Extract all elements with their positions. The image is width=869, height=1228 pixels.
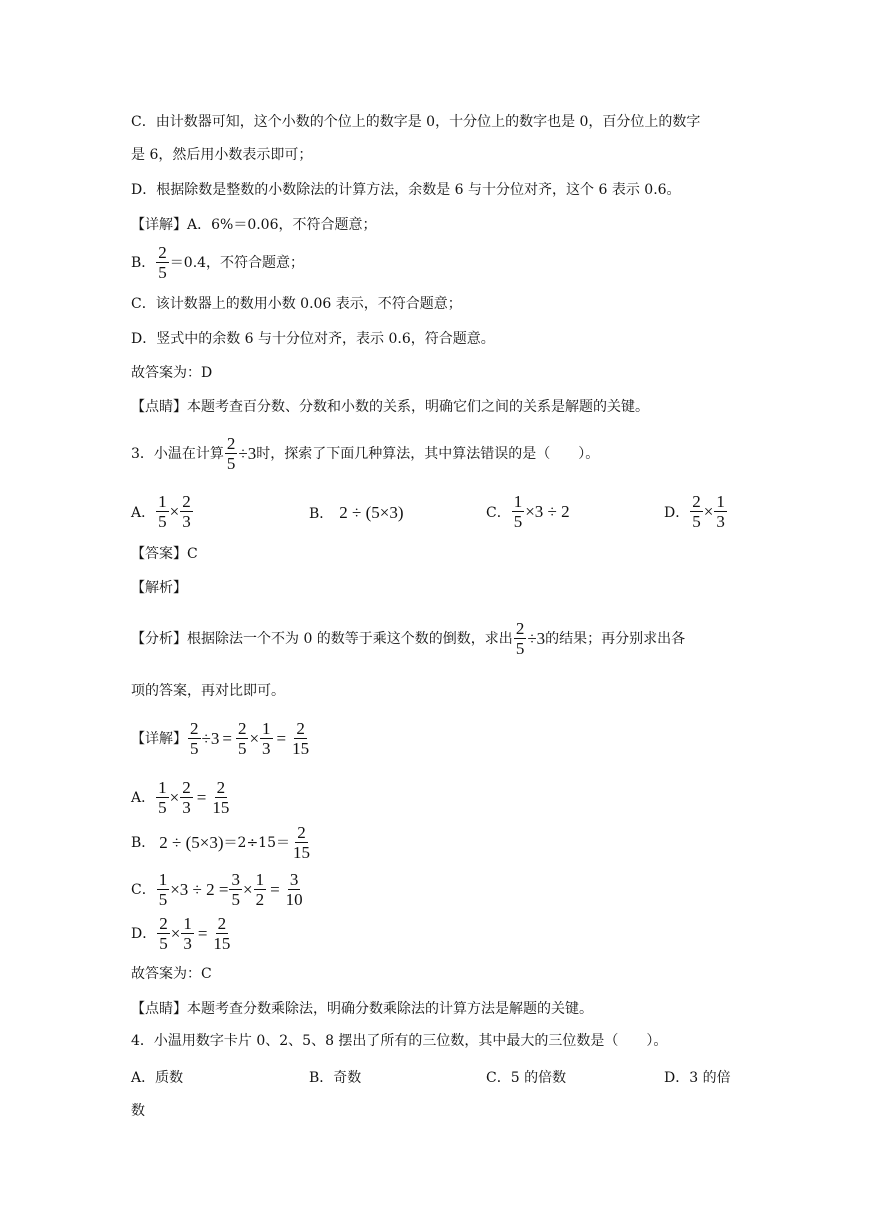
label: A． [131,789,156,806]
question-3 [131,434,599,473]
numerator: 2 [159,914,168,933]
detail-line-b [131,823,313,862]
question-4: 4．小温用数字卡片 0、2、5、8 摆出了所有的三位数，其中最大的三位数是（ ）。 [131,1033,668,1049]
denominator: 5 [158,890,168,909]
expression: ×3 ÷ 2 = [170,879,229,899]
section-heading: 【详解】 [131,730,187,747]
detail-line [131,719,312,758]
analysis-line: 项的答案，再对比即可。 [131,683,285,699]
numerator: 2 [297,823,306,842]
denominator: 15 [292,739,310,758]
denominator: 3 [182,798,191,817]
denominator: 5 [190,739,199,758]
detail-line-c [131,870,306,909]
numerator: 2 [217,914,227,933]
numerator: 2 [216,778,226,797]
operator: × [703,501,714,521]
denominator: 5 [158,512,167,531]
text: 的结果；再分别求出各 [545,630,686,647]
label: B． [131,834,156,851]
q4-option-b[interactable]: B．奇数 [309,1070,362,1086]
fraction [260,719,273,758]
text-line: 故答案为：C [131,966,212,982]
operator: × [169,787,180,807]
denominator: 5 [513,512,523,531]
fraction [181,914,194,953]
expression: ×3 ÷ 2 [525,501,570,521]
text-line: 【点睛】本题考查分数乘除法，明确分数乘除法的计算方法是解题的关键。 [131,1001,593,1017]
text: 【分析】根据除法一个不为 0 的数等于乘这个数的倒数，求出 [131,630,513,647]
q3-option-a[interactable] [131,492,194,531]
answer: 【答案】C [131,546,198,562]
q4-option-d[interactable]: D．3 的倍 [664,1070,731,1086]
denominator: 5 [237,739,247,758]
text-line: D．根据除数是整数的小数除法的计算方法，余数是 6 与十分位对齐，这个 6 表示 0.6。 [131,182,681,198]
denominator: 3 [716,512,725,531]
fraction [512,492,525,531]
fraction-2-5 [514,619,527,658]
fraction [291,823,312,862]
numerator: 1 [255,870,265,889]
fraction [284,870,305,909]
fraction [188,719,201,758]
text-line: 是 6，然后用小数表示即可； [131,147,313,163]
fraction [180,492,193,531]
q3-option-b[interactable] [309,503,404,523]
expression: 2 ÷ (5×3) [159,832,224,852]
q4-option-c[interactable]: C．5 的倍数 [486,1070,567,1086]
numerator: 3 [289,870,299,889]
denominator: 15 [293,843,310,862]
numerator: 2 [515,619,525,638]
text-line: C．该计数器上的数用小数 0.06 表示，不符合题意； [131,296,462,312]
math: ÷3 [527,628,546,648]
fraction [690,492,703,531]
numerator: 1 [513,492,523,511]
numerator: 2 [182,778,191,797]
label: B． [131,254,156,271]
text-line: 【点睛】本题考查百分数、分数和小数的关系，明确它们之间的关系是解题的关键。 [131,399,649,415]
numerator: 3 [231,870,240,889]
fraction-2-5 [156,243,169,282]
denominator: 15 [212,798,230,817]
option-label: B． [309,506,334,522]
option-label: A． [131,504,156,521]
numerator: 2 [296,719,305,738]
fraction [157,870,170,909]
operator: = [197,923,208,943]
numerator: 2 [158,243,167,262]
fraction [236,719,249,758]
numerator: 2 [226,434,236,453]
fraction [211,914,232,953]
numerator: 1 [158,778,167,797]
q3-option-d[interactable] [664,492,728,531]
detail-line-d [131,914,233,953]
operator: = [196,787,207,807]
denominator: 5 [159,934,168,953]
fraction-2-5 [225,434,238,473]
fraction [156,778,169,817]
denominator: 10 [285,890,303,909]
text-line: C．由计数器可知，这个小数的个位上的数字是 0，十分位上的数字也是 0，百分位上的数字 [131,114,701,130]
denominator: 15 [213,934,231,953]
denominator: 5 [515,639,525,658]
numerator: 1 [158,492,167,511]
denominator: 5 [231,890,240,909]
math: ÷3 [238,443,257,463]
operator: × [169,501,180,521]
denominator: 3 [183,934,192,953]
numerator: 2 [182,492,191,511]
numerator: 2 [190,719,199,738]
denominator: 5 [158,798,167,817]
option-label: D． [664,504,690,521]
operator: = [270,879,280,899]
fraction [714,492,727,531]
text-line: 【详解】A．6%＝0.06，不符合题意； [131,217,377,233]
denominator: 3 [262,739,271,758]
analysis-line [131,619,685,658]
operator: × [249,728,260,748]
option-label: C． [486,504,511,521]
numerator: 1 [158,870,168,889]
fraction [229,870,242,909]
q3-option-c[interactable] [486,492,570,531]
question-text: 时，探索了下面几种算法，其中算法错误的是（ ）。 [256,445,600,462]
fraction [157,914,170,953]
fraction [290,719,311,758]
detail-line-a [131,778,232,817]
numerator: 1 [183,914,192,933]
text-line: 故答案为：D [131,365,213,381]
numerator: 1 [716,492,725,511]
fraction [180,778,193,817]
numerator: 2 [237,719,247,738]
q4-option-d-wrap: 数 [131,1103,145,1119]
label: C． [131,881,156,898]
text-line: D．竖式中的余数 6 与十分位对齐，表示 0.6，符合题意。 [131,331,495,347]
q4-option-a[interactable]: A．质数 [131,1070,184,1086]
denominator: 5 [226,454,236,473]
fraction [156,492,169,531]
numerator: 2 [692,492,701,511]
denominator: 5 [692,512,701,531]
denominator: 3 [182,512,191,531]
operator: × [170,923,181,943]
option-b-explanation [131,243,304,282]
fraction [254,870,267,909]
section-heading: 【解析】 [131,580,187,596]
operator: = [276,728,287,748]
text: ＝0.4，不符合题意； [169,254,305,271]
denominator: 2 [255,890,265,909]
question-text: 3．小温在计算 [131,445,224,462]
denominator: 5 [158,263,167,282]
text: ＝2÷15＝ [223,834,290,851]
math: ÷3 [201,728,220,748]
label: D． [131,925,157,942]
fraction [210,778,231,817]
expression: 2 ÷ (5×3) [339,503,404,522]
operator: = [222,728,232,748]
operator: × [242,879,253,899]
numerator: 1 [262,719,271,738]
